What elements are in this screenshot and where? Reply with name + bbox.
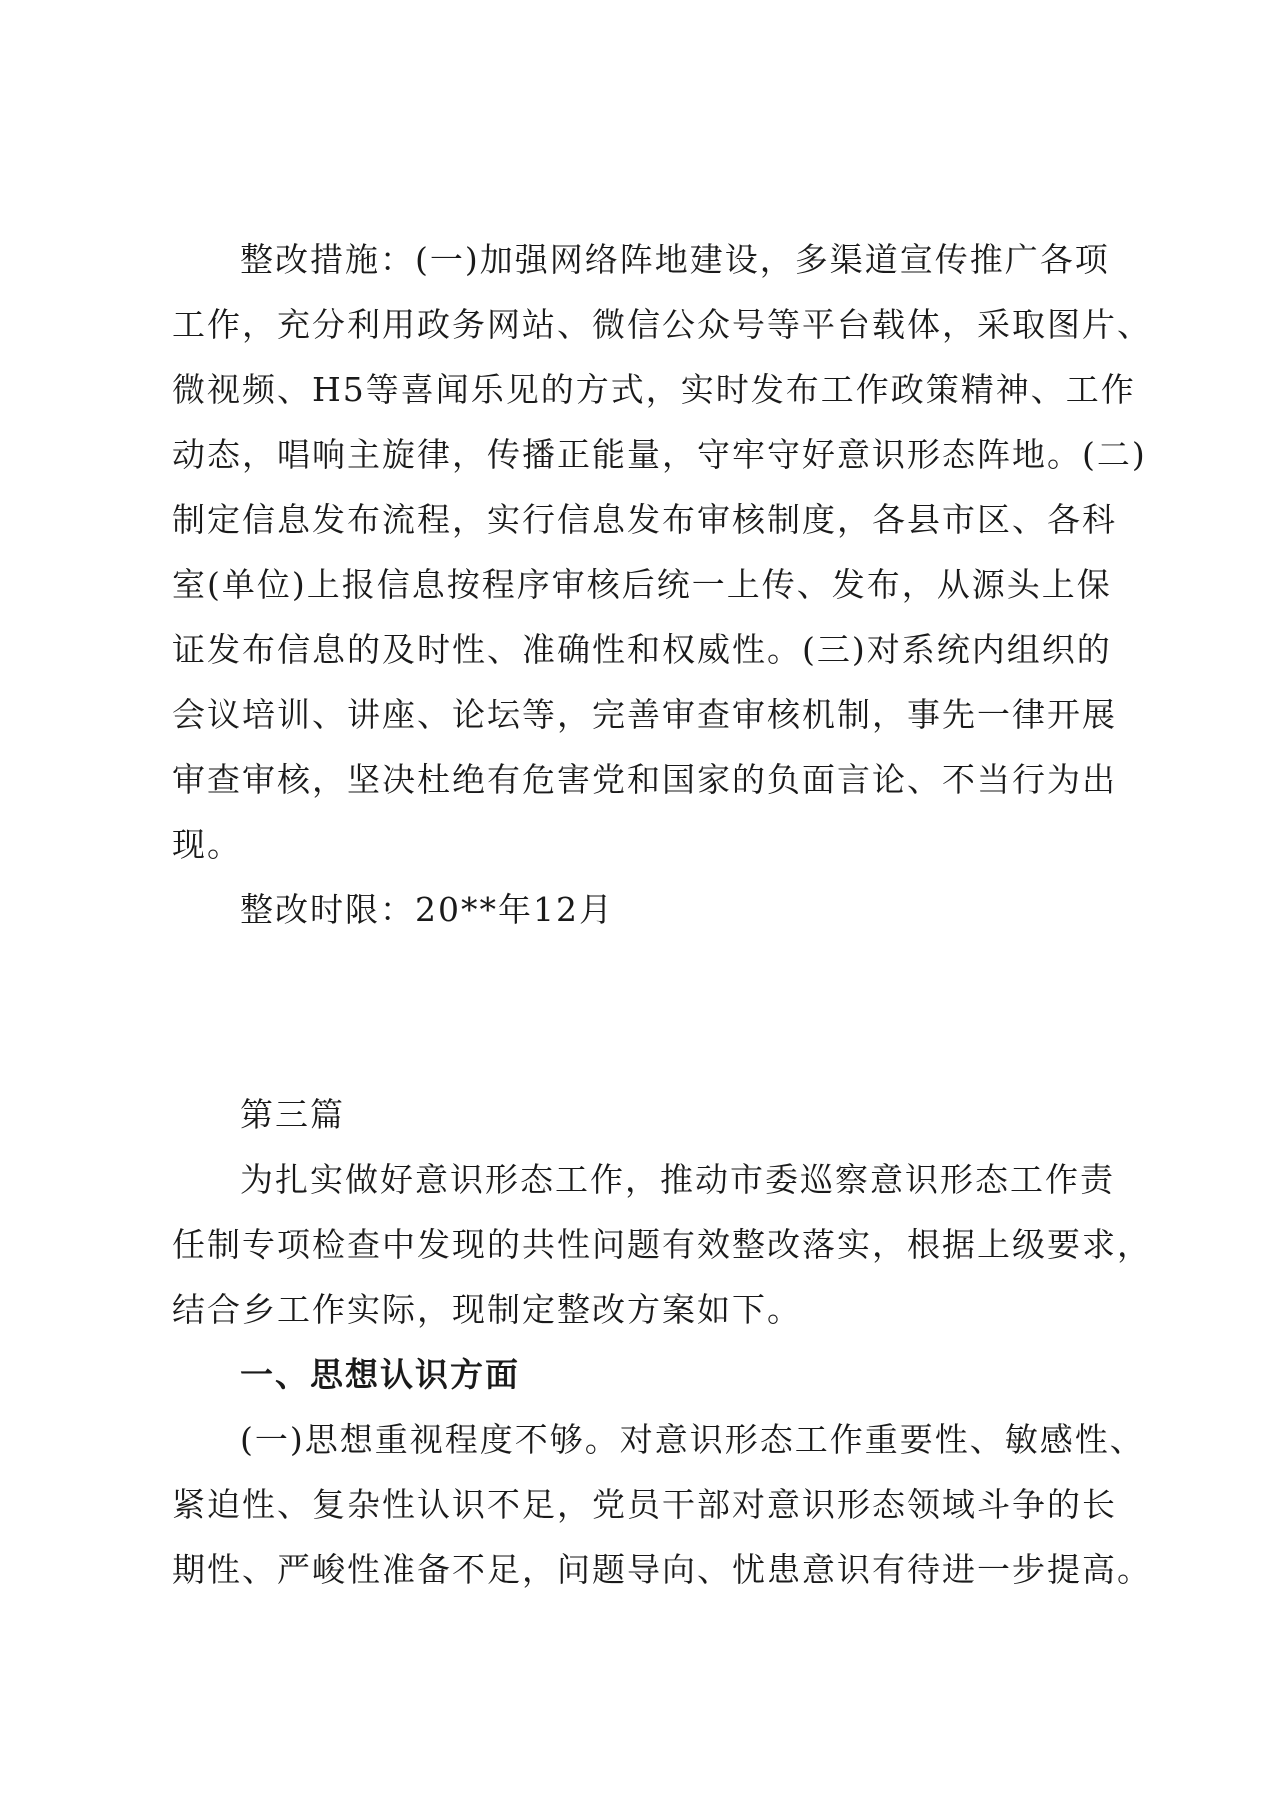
- measures-line-10: 现。: [172, 825, 242, 864]
- measures-line-2: 工作，充分利用政务网站、微信公众号等平台载体，采取图片、: [172, 305, 1152, 344]
- measures-line-8: 会议培训、讲座、论坛等，完善审查审核机制，事先一律开展: [172, 695, 1117, 734]
- item-line-1: (一)思想重视程度不够。对意识形态工作重要性、敏感性、: [240, 1420, 1145, 1459]
- intro-line-3: 结合乡工作实际，现制定整改方案如下。: [172, 1290, 802, 1329]
- measures-line-6: 室(单位)上报信息按程序审核后统一上传、发布，从源头上保: [172, 565, 1112, 604]
- section-title: 第三篇: [240, 1095, 345, 1134]
- measures-line-4: 动态，唱响主旋律，传播正能量，守牢守好意识形态阵地。(二): [172, 435, 1147, 474]
- intro-line-1: 为扎实做好意识形态工作，推动市委巡察意识形态工作责: [240, 1160, 1115, 1199]
- section-heading: 一、思想认识方面: [240, 1355, 520, 1394]
- item-line-2: 紧迫性、复杂性认识不足，党员干部对意识形态领域斗争的长: [172, 1485, 1117, 1524]
- deadline-text: 整改时限：20**年12月: [240, 890, 614, 929]
- measures-line-3: 微视频、H5等喜闻乐见的方式，实时发布工作政策精神、工作: [172, 370, 1136, 409]
- measures-line-7: 证发布信息的及时性、准确性和权威性。(三)对系统内组织的: [172, 630, 1112, 669]
- intro-line-2: 任制专项检查中发现的共性问题有效整改落实，根据上级要求，: [172, 1225, 1152, 1264]
- measures-line-1: 整改措施：(一)加强网络阵地建设，多渠道宣传推广各项: [240, 240, 1110, 279]
- measures-line-9: 审查审核，坚决杜绝有危害党和国家的负面言论、不当行为出: [172, 760, 1117, 799]
- measures-line-5: 制定信息发布流程，实行信息发布审核制度，各县市区、各科: [172, 500, 1117, 539]
- item-line-3: 期性、严峻性准备不足，问题导向、忧患意识有待进一步提高。: [172, 1550, 1152, 1589]
